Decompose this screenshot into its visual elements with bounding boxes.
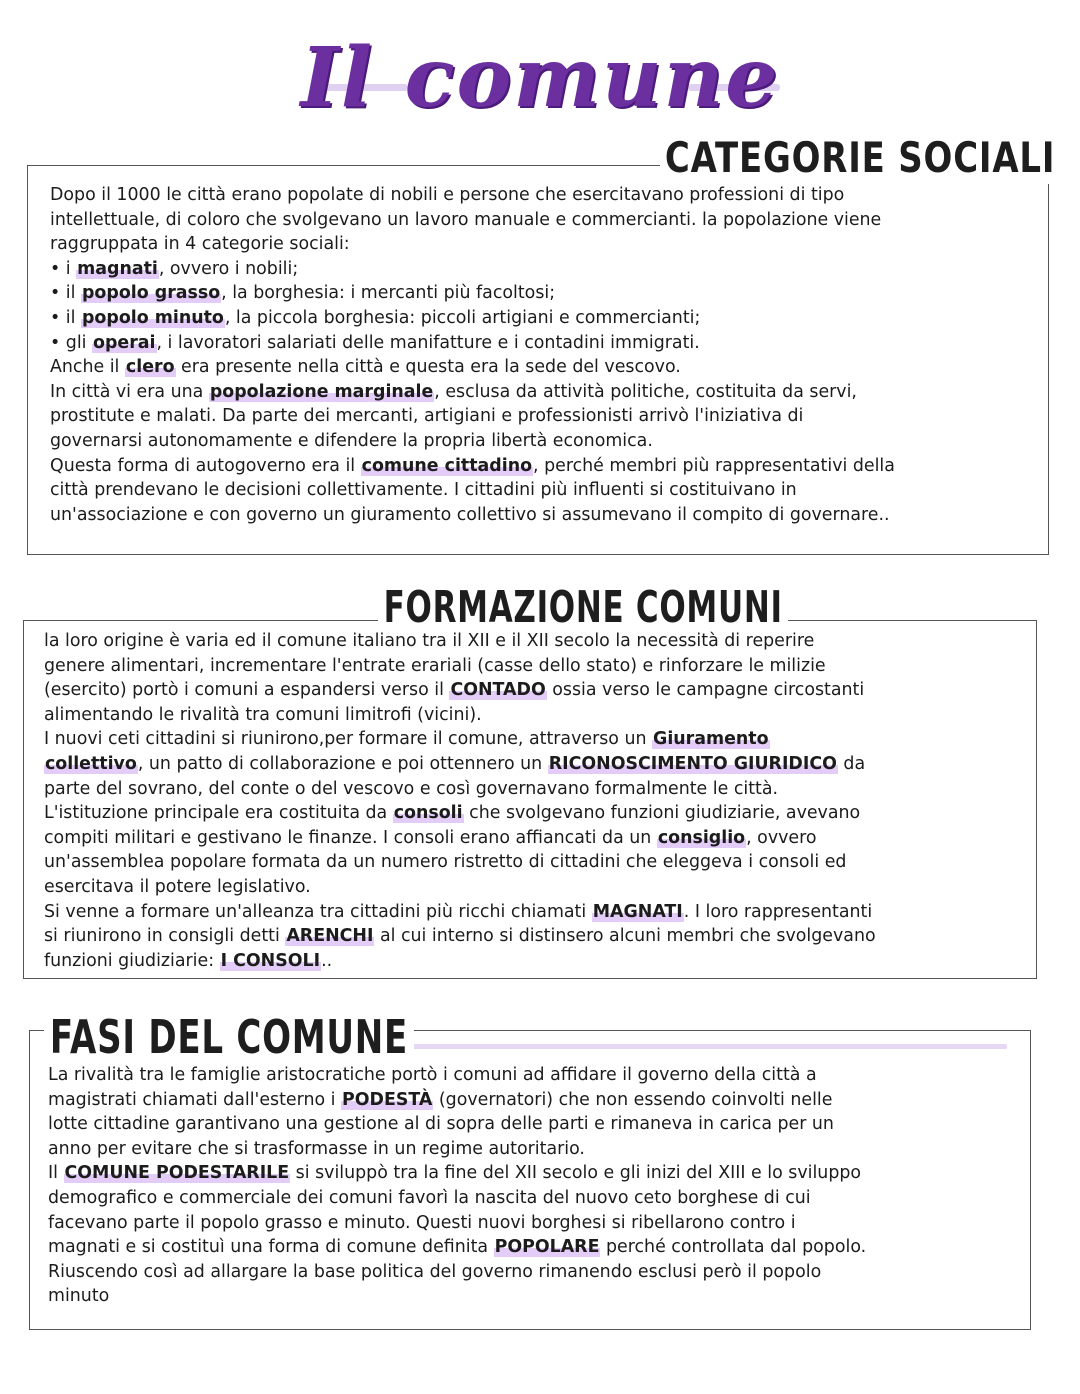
text-segment: lotte cittadine garantivano una gestione al di sopra delle parti e rimaneva in carica per un [48,1114,834,1135]
text-segment: . I loro rappresentanti [683,901,873,922]
highlighted-term: magnati [77,258,158,279]
text-segment: • gli [50,332,93,353]
text-segment: anno per evitare che si trasformasse in un regime autoritario. [48,1138,585,1159]
text-segment: Si venne a formare un'alleanza tra cittadini più ricchi chiamati [44,901,592,922]
text-segment: un'associazione e con governo un giuramento collettivo si assumevano il compito di governare.. [50,504,890,525]
text-segment: un'assemblea popolare formata da un numero ristretto di cittadini che eleggeva i consoli ed [44,852,847,873]
text-segment: compiti militari e gestivano le finanze. I consoli erano affiancati da un [44,827,657,848]
text-segment: , ovvero i nobili; [158,258,299,279]
text-line [44,924,876,949]
text-segment: , un patto di collaborazione e poi ottennero un [137,753,548,774]
text-line [50,503,895,528]
text-line [48,1161,866,1186]
text-segment: esercitava il potere legislativo. [44,876,311,897]
text-line [48,1137,866,1162]
highlighted-term: popolo grasso [81,283,221,304]
highlighted-term: operai [93,332,156,353]
text-segment: che svolgevano funzioni giudiziarie, avevano [463,803,861,824]
text-line [44,875,876,900]
text-line [50,478,895,503]
text-segment: Il [48,1163,64,1184]
text-line [50,331,895,356]
text-line [48,1284,866,1309]
highlighted-term: popolazione marginale [209,381,434,402]
text-line [48,1211,866,1236]
text-segment: magnati e si costituì una forma di comune definita [48,1237,494,1258]
highlighted-term: comune cittadino [361,455,533,476]
text-line [50,380,895,405]
section-heading-fasi: FASI DEL COMUNE [44,1010,414,1064]
highlighted-term: COMUNE PODESTARILE [64,1163,290,1184]
text-segment: La rivalità tra le famiglie aristocratiche portò i comuni ad affidare il governo della città a [48,1065,817,1085]
page-title: Il comune [300,30,780,126]
text-line [44,850,876,875]
text-segment: .. [321,950,333,971]
text-line [44,777,876,802]
text-segment: governarsi autonomamente e difendere la propria libertà economica. [50,430,653,451]
text-segment: Anche il [50,357,125,378]
text-segment: magistrati chiamati dall'esterno i [48,1089,341,1110]
highlighted-term: Giuramento [653,729,769,750]
text-segment: intellettuale, di coloro che svolgevano un lavoro manuale e commercianti. la popolazione viene [50,209,882,230]
section-heading-categorie: CATEGORIE SOCIALI [660,132,1060,184]
text-line [44,752,876,777]
text-line [48,1186,866,1211]
text-segment: In città vi era una [50,381,209,402]
text-line [44,801,876,826]
highlighted-term: POPOLARE [494,1237,600,1258]
text-line [48,1088,866,1113]
text-line [50,281,895,306]
text-segment: , la borghesia: i mercanti più facoltosi; [221,283,556,304]
highlighted-term: collettivo [45,753,137,774]
text-line [44,703,876,728]
text-segment: ossia verso le campagne circostanti [546,680,865,701]
text-segment: da [837,753,866,774]
text-segment: • i [50,258,77,279]
text-line [48,1063,866,1088]
text-segment: I nuovi ceti cittadini si riunirono,per formare il comune, attraverso un [44,729,653,750]
highlighted-term: RICONOSCIMENTO GIURIDICO [548,753,837,774]
text-segment: L'istituzione principale era costituita da [44,803,393,824]
text-segment: si riunirono in consigli detti [44,926,286,947]
text-line [50,183,895,208]
text-segment: facevano parte il popolo grasso e minuto. Questi nuovi borghesi si ribellarono contro i [48,1212,796,1233]
text-segment: genere alimentari, incrementare l'entrate erariali (casse dello stato) e rinforzare le milizie [44,655,826,676]
text-segment: Riuscendo così ad allargare la base politica del governo rimanendo esclusi però il popolo [48,1261,822,1282]
text-segment: , perché membri più rappresentativi della [533,455,895,476]
text-line [44,629,876,654]
highlighted-term: consoli [393,803,463,824]
text-segment: raggruppata in 4 categorie sociali: [50,234,350,255]
text-segment: minuto [48,1286,110,1307]
section-text-fasi [48,1063,866,1309]
text-segment: (governatori) che non essendo coinvolti nelle [433,1089,833,1110]
text-segment: parte del sovrano, del conte o del vescovo e così governavano formalmente le città. [44,778,779,799]
text-line [48,1112,866,1137]
text-segment: , ovvero [746,827,817,848]
page-title-area [0,28,1080,138]
text-line [48,1260,866,1285]
text-line [44,949,876,974]
text-line [50,306,895,331]
highlighted-term: MAGNATI [592,901,683,922]
highlighted-term: PODESTÀ [342,1089,433,1110]
section-heading-formazione: FORMAZIONE COMUNI [378,582,788,634]
text-segment: Dopo il 1000 le città erano popolate di nobili e persone che esercitavano professioni di tipo [50,185,845,205]
text-segment: (esercito) portò i comuni a espandersi verso il [44,680,450,701]
text-line [50,355,895,380]
text-line [50,454,895,479]
section-text-categorie [50,183,895,527]
text-segment: , i lavoratori salariati delle manifatture e i contadini immigrati. [156,332,700,353]
section-text-formazione [44,629,876,973]
text-segment: demografico e commerciale dei comuni favorì la nascita del nuovo ceto borghese di cui [48,1187,811,1208]
text-segment: al cui interno si distinsero alcuni membri che svolgevano [374,926,876,947]
highlighted-term: I CONSOLI [220,950,321,971]
text-segment: la loro origine è varia ed il comune italiano tra il XII e il XII secolo la necessità di reperire [44,631,815,651]
text-line [48,1235,866,1260]
text-line [50,208,895,233]
text-segment: perché controllata dal popolo. [600,1237,867,1258]
text-segment: prostitute e malati. Da parte dei mercanti, artigiani e professionisti arrivò l'iniziativa di [50,406,804,427]
text-line [50,257,895,282]
highlighted-term: ARENCHI [286,926,374,947]
text-line [44,900,876,925]
text-segment: città prendevano le decisioni collettivamente. I cittadini più influenti si costituivano in [50,480,797,501]
text-segment: si sviluppò tra la fine del XII secolo e gli inizi del XIII e lo sviluppo [290,1163,862,1184]
text-segment: • il [50,307,81,328]
highlighted-term: popolo minuto [81,307,224,328]
text-segment: , esclusa da attività politiche, costituita da servi, [434,381,857,402]
text-line [50,232,895,257]
text-line [50,404,895,429]
text-segment: • il [50,283,81,304]
text-line [50,429,895,454]
text-segment: alimentando le rivalità tra comuni limitrofi (vicini). [44,704,482,725]
text-line [44,727,876,752]
text-segment: , la piccola borghesia: piccoli artigiani e commercianti; [224,307,701,328]
text-segment: era presente nella città e questa era la sede del vescovo. [175,357,681,378]
text-line [44,654,876,679]
highlighted-term: consiglio [657,827,746,848]
text-segment: funzioni giudiziarie: [44,950,220,971]
highlighted-term: CONTADO [450,680,546,701]
text-segment: Questa forma di autogoverno era il [50,455,361,476]
text-line [44,826,876,851]
highlighted-term: clero [125,357,175,378]
text-line [44,678,876,703]
